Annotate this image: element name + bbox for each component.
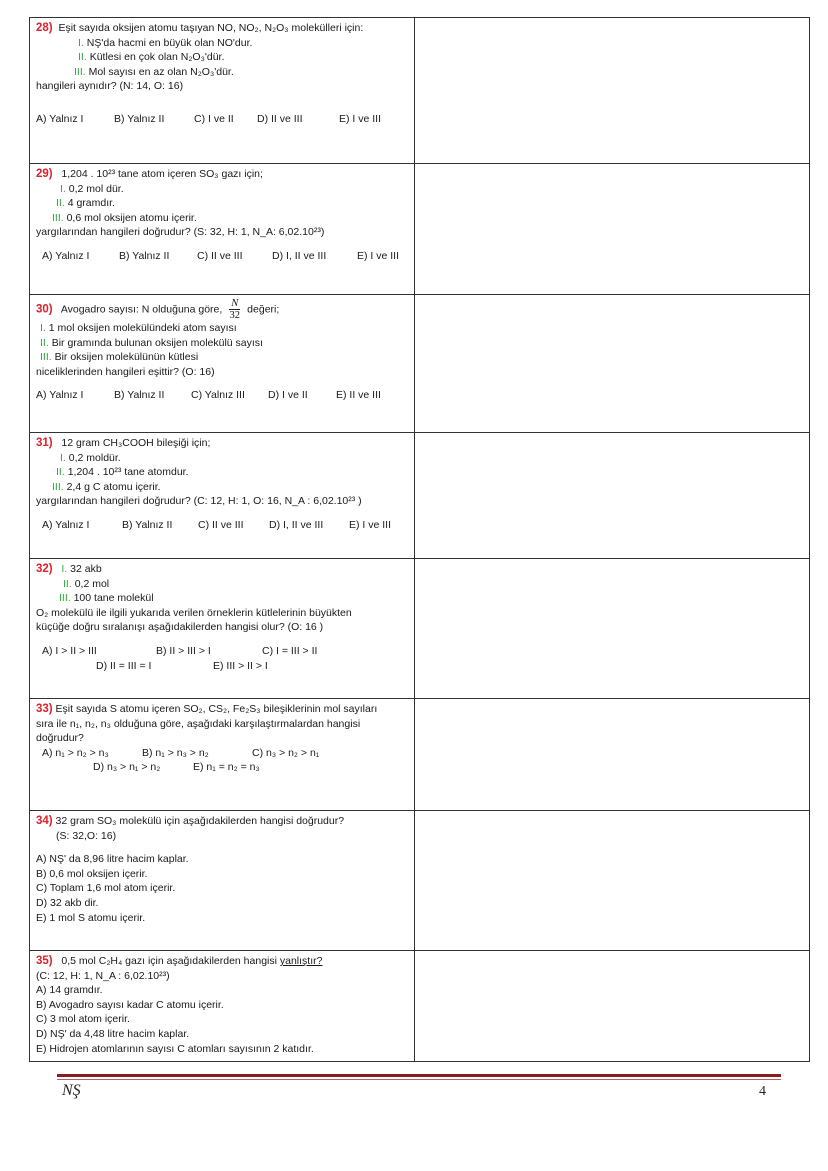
question-number: 34) xyxy=(36,815,53,827)
option-c[interactable]: C) I ve II xyxy=(194,112,234,125)
statement-label: II. xyxy=(63,577,72,590)
option-b[interactable]: B) Yalnız II xyxy=(119,249,170,262)
option-a[interactable]: A) Yalnız I xyxy=(42,249,90,262)
question-cell-32 xyxy=(30,559,415,699)
statement-text: NŞ'da hacmi en büyük olan NO'dur. xyxy=(86,36,253,49)
question-prompt: O₂ molekülü ile ilgili yukarıda verilen örneklerin kütlelerinin büyükten xyxy=(36,606,352,619)
question-number: 28) xyxy=(36,22,53,34)
statement-label: I. xyxy=(78,36,84,49)
statement-text: 0,6 mol oksijen atomu içerir. xyxy=(66,211,197,224)
option-d[interactable]: D) II ve III xyxy=(257,112,303,125)
question-prompt-cont: küçüğe doğru sıralanışı aşağıdakilerden hangisi olur? (O: 16 ) xyxy=(36,621,324,634)
statement-text: 2,4 g C atomu içerir. xyxy=(66,480,161,493)
statement-text: 0,2 moldür. xyxy=(68,451,121,464)
statement-label: II. xyxy=(56,466,65,479)
option-d[interactable]: D) 32 akb dir. xyxy=(36,896,99,909)
question-cell-33 xyxy=(30,699,415,811)
question-number: 33) xyxy=(36,703,53,715)
answer-space xyxy=(415,295,810,433)
question-stem: 1,204 . 10²³ tane atom içeren SO₃ gazı için; xyxy=(61,168,263,180)
question-row-35 xyxy=(30,951,810,1062)
statement-label: II. xyxy=(40,336,49,349)
fraction-numerator: N xyxy=(231,298,239,309)
option-b[interactable]: B) II > III > I xyxy=(156,644,211,657)
question-stem-underlined: yanlıştır? xyxy=(279,955,323,967)
question-cell-35 xyxy=(30,951,415,1062)
question-stem: Eşit sayıda oksijen atomu taşıyan NO, NO₂, N₂O₃ molekülleri için: xyxy=(58,22,364,34)
question-cell-31 xyxy=(30,433,415,559)
option-e[interactable]: E) I ve III xyxy=(357,249,400,262)
question-row-32 xyxy=(30,559,810,699)
question-cell-34 xyxy=(30,811,415,951)
question-prompt: hangileri aynıdır? (N: 14, O: 16) xyxy=(36,80,184,93)
option-e[interactable]: E) I ve III xyxy=(339,112,382,125)
question-number: 31) xyxy=(36,437,53,449)
option-a[interactable]: A) Yalnız I xyxy=(36,112,84,125)
statement-text: Kütlesi en çok olan N₂O₃'dür. xyxy=(89,51,225,64)
option-c[interactable]: C) n₃ > n₂ > n₁ xyxy=(252,746,320,759)
answer-space xyxy=(415,18,810,164)
option-c[interactable]: C) Yalnız III xyxy=(191,389,245,402)
question-number: 35) xyxy=(36,955,53,967)
option-a[interactable]: A) 14 gramdır. xyxy=(36,984,103,997)
statement-text: 0,2 mol xyxy=(74,577,110,590)
option-d[interactable]: D) I, II ve III xyxy=(269,518,324,531)
question-row-29 xyxy=(30,164,810,295)
statement-label: II. xyxy=(56,197,65,210)
statement-label: III. xyxy=(40,351,52,364)
question-row-33 xyxy=(30,699,810,811)
statement-label: I. xyxy=(40,322,46,334)
option-c[interactable]: C) II ve III xyxy=(197,249,243,262)
question-stem: Avogadro sayısı: N olduğuna göre, xyxy=(60,303,223,316)
statement-label: III. xyxy=(52,480,64,493)
statement-text: Mol sayısı en az olan N₂O₃'dür. xyxy=(88,65,234,78)
answer-options xyxy=(36,249,408,264)
question-number: 30) xyxy=(36,303,53,316)
answer-options xyxy=(36,518,408,533)
question-stem: 12 gram CH₃COOH bileşiği için; xyxy=(61,437,211,449)
answer-space xyxy=(415,433,810,559)
question-row-31 xyxy=(30,433,810,559)
option-d[interactable]: D) I ve II xyxy=(268,389,308,402)
option-e[interactable]: E) n₁ = n₂ = n₃ xyxy=(193,761,260,774)
option-c[interactable]: C) II ve III xyxy=(198,518,244,531)
answer-space xyxy=(415,559,810,699)
statement-label: III. xyxy=(59,592,71,605)
answer-space xyxy=(415,951,810,1062)
statement-text: 4 gramdır. xyxy=(67,197,115,210)
answer-options xyxy=(36,388,408,403)
option-b[interactable]: B) Avogadro sayısı kadar C atomu içerir. xyxy=(36,998,224,1011)
answer-options-row2 xyxy=(36,659,408,674)
option-b[interactable]: B) Yalnız II xyxy=(114,112,165,125)
given-values: (S: 32,O: 16) xyxy=(56,829,117,842)
question-number: 29) xyxy=(36,168,53,180)
question-row-34 xyxy=(30,811,810,951)
fraction xyxy=(229,298,240,321)
question-cell-28 xyxy=(30,18,415,164)
answer-options-row2 xyxy=(36,760,408,775)
option-e[interactable]: E) II ve III xyxy=(336,389,381,402)
statement-label: III. xyxy=(74,65,86,78)
option-d[interactable]: D) n₃ > n₁ > n₂ xyxy=(93,761,161,774)
answer-options xyxy=(36,112,408,127)
question-stem-end: değeri; xyxy=(247,303,280,316)
fraction-denominator: 32 xyxy=(229,310,240,321)
statement-text: 32 akb xyxy=(70,563,102,575)
question-stem-cont: sıra ile n₁, n₂, n₃ olduğuna göre, aşağıdaki karşılaştırmalardan hangisi xyxy=(36,717,361,730)
statement-text: 1 mol oksijen molekülündeki atom sayısı xyxy=(48,322,237,334)
statement-label: III. xyxy=(52,211,64,224)
page-number: 4 xyxy=(759,1084,766,1099)
question-stem-end: doğrudur? xyxy=(36,732,84,745)
question-prompt: niceliklerinden hangileri eşittir? (O: 16) xyxy=(36,365,215,378)
question-cell-29 xyxy=(30,164,415,295)
statement-label: I. xyxy=(60,182,66,195)
option-b[interactable]: B) 0,6 mol oksijen içerir. xyxy=(36,867,148,880)
option-b[interactable]: B) Yalnız II xyxy=(122,518,173,531)
option-b[interactable]: B) n₁ > n₃ > n₂ xyxy=(142,746,209,759)
statement-text: 100 tane molekül xyxy=(73,592,154,605)
question-prompt: yargılarından hangileri doğrudur? (S: 32, H: 1, N_A: 6,02.10²³) xyxy=(36,226,325,239)
given-values: (C: 12, H: 1, N_A : 6,02.10²³) xyxy=(36,969,170,982)
option-a[interactable]: A) NŞ' da 8,96 litre hacim kaplar. xyxy=(36,853,189,866)
option-a[interactable]: A) Yalnız I xyxy=(36,389,84,402)
answer-space xyxy=(415,699,810,811)
option-e[interactable]: E) Hidrojen atomlarının sayısı C atomları sayısının 2 katıdır. xyxy=(36,1042,314,1055)
answer-options xyxy=(36,644,408,659)
statement-label: I. xyxy=(61,563,68,575)
statement-text: Bir gramında bulunan oksijen molekülü sayısı xyxy=(51,336,263,349)
option-e[interactable]: E) III > II > I xyxy=(213,659,268,672)
option-a[interactable]: A) I > II > III xyxy=(42,644,97,657)
question-table xyxy=(29,17,810,1062)
answer-options xyxy=(36,746,408,761)
option-c[interactable]: C) Toplam 1,6 mol atom içerir. xyxy=(36,882,176,895)
option-d[interactable]: D) I, II ve III xyxy=(272,249,327,262)
footer-rule-thin xyxy=(57,1079,781,1080)
option-e[interactable]: E) I ve III xyxy=(349,518,392,531)
question-row-30 xyxy=(30,295,810,433)
option-d[interactable]: D) NŞ' da 4,48 litre hacim kaplar. xyxy=(36,1027,190,1040)
option-c[interactable]: C) I = III > II xyxy=(262,644,318,657)
statement-label: II. xyxy=(78,51,87,64)
option-c[interactable]: C) 3 mol atom içerir. xyxy=(36,1013,130,1026)
question-cell-30 xyxy=(30,295,415,433)
option-b[interactable]: B) Yalnız II xyxy=(114,389,165,402)
statement-label: I. xyxy=(60,451,66,464)
option-e[interactable]: E) 1 mol S atomu içerir. xyxy=(36,911,146,924)
statement-text: 1,204 . 10²³ tane atomdur. xyxy=(67,466,189,479)
option-a[interactable]: A) Yalnız I xyxy=(42,518,90,531)
question-stem: Eşit sayıda S atomu içeren SO₂, CS₂, Fe₂S₃ bileşiklerinin mol sayıları xyxy=(55,703,378,715)
question-stem: 32 gram SO₃ molekülü için aşağıdakilerden hangisi doğrudur? xyxy=(55,815,345,827)
answer-space xyxy=(415,811,810,951)
question-stem: 0,5 mol C₂H₄ gazı için aşağıdakilerden hangisi xyxy=(61,955,277,967)
statement-text: 0,2 mol dür. xyxy=(68,182,124,195)
option-a[interactable]: A) n₁ > n₂ > n₃ xyxy=(42,746,109,759)
statement-text: Bir oksijen molekülünün kütlesi xyxy=(54,351,199,364)
footer-logo: NŞ xyxy=(62,1082,81,1099)
question-row-28 xyxy=(30,18,810,164)
footer-rule xyxy=(57,1074,781,1077)
question-prompt: yargılarından hangileri doğrudur? (C: 12, H: 1, O: 16, N_A : 6,02.10²³ ) xyxy=(36,495,362,508)
answer-space xyxy=(415,164,810,295)
option-d[interactable]: D) II = III = I xyxy=(96,659,152,672)
question-number: 32) xyxy=(36,563,53,575)
